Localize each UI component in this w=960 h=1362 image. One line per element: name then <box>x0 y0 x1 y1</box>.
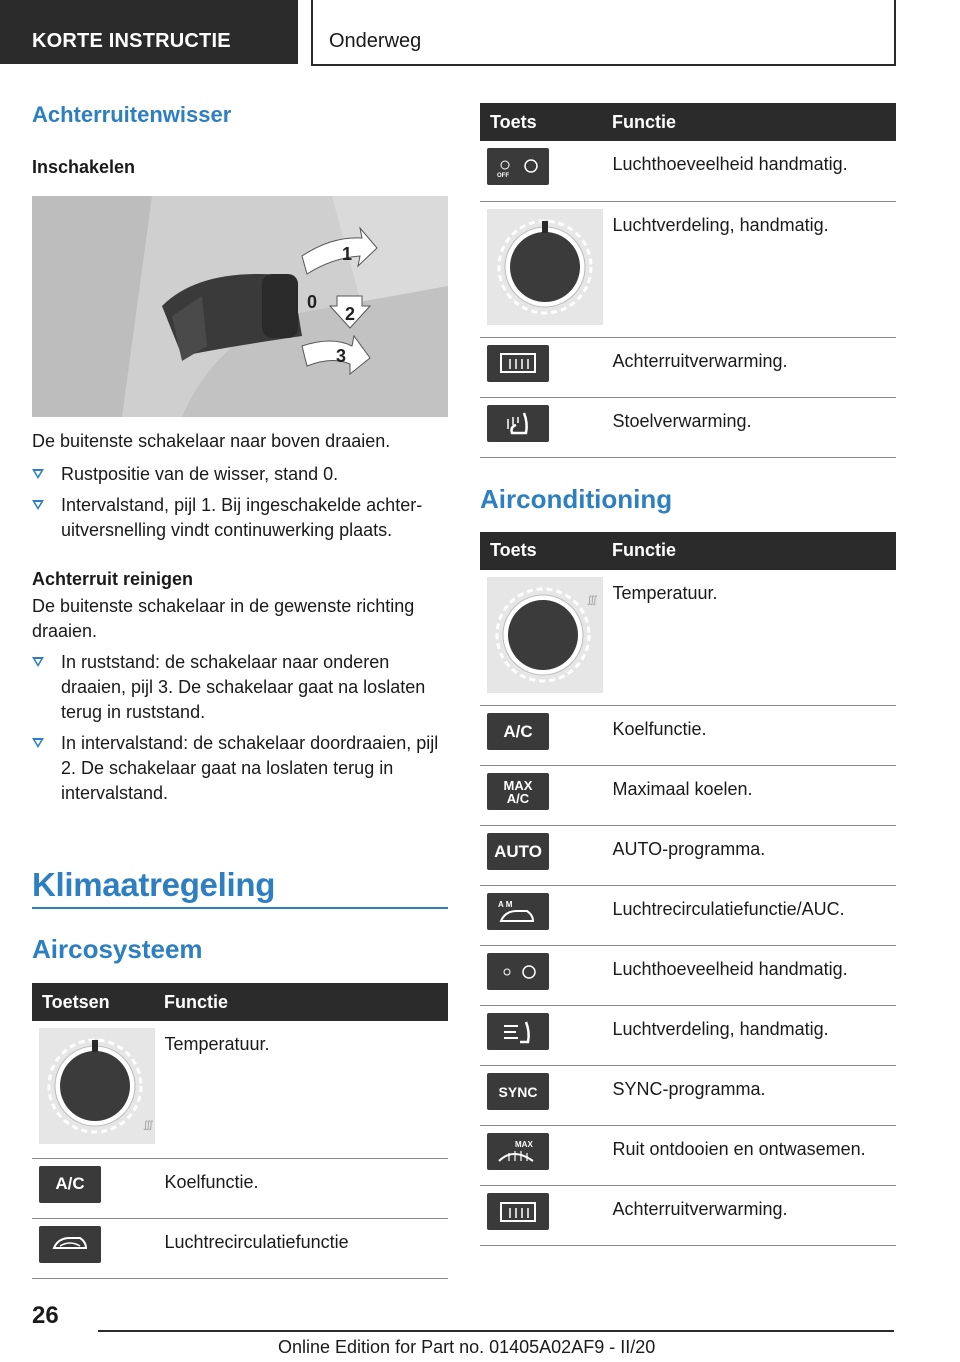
section-divider <box>32 907 448 909</box>
table-row <box>32 1218 448 1278</box>
air-distribution-icon <box>487 1013 549 1050</box>
svg-text:A M: A M <box>498 899 513 909</box>
air-distribution-dial-icon <box>487 209 603 325</box>
col-header-toets: Toetsen <box>32 983 156 1021</box>
right-column <box>480 103 896 1246</box>
table-row <box>480 946 896 1006</box>
auto-button-icon: AUTO <box>487 833 549 870</box>
svg-text:MAX: MAX <box>515 1139 533 1149</box>
aircosysteem-title: Aircosysteem <box>32 934 203 964</box>
wiper-switch-photo <box>32 196 448 417</box>
list-item: Rustpositie van de wisser, stand 0. <box>32 462 448 487</box>
table-row <box>480 201 896 337</box>
row-text: Luchtverdeling, handmatig. <box>604 201 896 337</box>
controls-table-1 <box>480 103 896 458</box>
arrow-label-2: 2 <box>345 304 356 324</box>
rear-window-heating-icon <box>487 1193 549 1230</box>
temperature-dial-icon <box>39 1028 155 1144</box>
table-row <box>32 1021 448 1158</box>
recirculation-auc-icon <box>487 893 549 930</box>
wiper-bullets-1 <box>32 462 448 543</box>
seat-heating-icon <box>487 405 549 442</box>
row-text: Luchtrecirculatiefunctie/AUC. <box>604 886 896 946</box>
svg-text:∭: ∭ <box>143 1120 154 1131</box>
triangle-bullet-icon <box>32 657 44 667</box>
col-header-toets: Toets <box>480 532 604 570</box>
row-text: Stoelverwarming. <box>604 397 896 457</box>
list-item: In ruststand: de schakelaar naar onderen draaien, pijl 3. De schakelaar gaat na loslaten terug in ruststand. <box>32 650 448 725</box>
row-text: Koelfunctie. <box>156 1158 448 1218</box>
rear-clean-subtitle: Achterruit reinigen <box>32 569 194 589</box>
row-text: AUTO-programma. <box>604 826 896 886</box>
triangle-bullet-icon <box>32 500 44 510</box>
triangle-bullet-icon <box>32 469 44 479</box>
list-item: In intervalstand: de schakelaar doordraaien, pijl 2. De schakelaar gaat na loslaten terug in intervalstand. <box>32 731 448 806</box>
table-row <box>480 397 896 457</box>
wiper-bullets-2 <box>32 650 448 806</box>
svg-text:∭: ∭ <box>587 594 598 606</box>
fan-icon <box>487 953 549 990</box>
arrow-label-3: 3 <box>336 346 347 366</box>
arrow-label-0: 0 <box>307 292 318 312</box>
row-text: Maximaal koelen. <box>604 766 896 826</box>
airconditioning-title: Airconditioning <box>480 483 673 514</box>
row-text: Luchthoeveelheid handmatig. <box>604 141 896 201</box>
table-row <box>480 766 896 826</box>
table-row <box>480 141 896 201</box>
row-text: Temperatuur. <box>604 570 896 706</box>
row-text: Luchthoeveelheid handmatig. <box>604 946 896 1006</box>
col-header-toets: Toets <box>480 103 604 141</box>
fan-off-icon <box>487 148 549 185</box>
list-item: Intervalstand, pijl 1. Bij ingeschakelde achter-uitversnelling vindt continuwerking plaats. <box>32 493 448 543</box>
arrow-label-1: 1 <box>342 244 353 264</box>
col-header-functie: Functie <box>156 983 448 1021</box>
table-row <box>480 706 896 766</box>
table-row <box>480 337 896 397</box>
row-text: Ruit ontdooien en ontwasemen. <box>604 1126 896 1186</box>
table-row <box>480 1186 896 1246</box>
left-column <box>32 102 448 812</box>
row-text: Temperatuur. <box>156 1021 448 1158</box>
chapter-tab: Onderweg <box>311 0 896 66</box>
recirculation-icon <box>39 1226 101 1263</box>
col-header-functie: Functie <box>604 532 896 570</box>
table-row <box>480 570 896 706</box>
temperature-dial-icon <box>487 577 603 693</box>
section-title-klimaat: Klimaatregeling <box>32 866 276 903</box>
table-row <box>480 826 896 886</box>
max-ac-button-icon: MAX A/C <box>487 773 549 810</box>
row-text: Koelfunctie. <box>604 706 896 766</box>
table-row <box>32 1158 448 1218</box>
ac-button-icon: A/C <box>39 1166 101 1203</box>
row-text: Luchtrecirculatiefunctie <box>156 1218 448 1278</box>
row-text: Achterruitverwarming. <box>604 337 896 397</box>
rear-clean-intro: De buitenste schakelaar in de gewenste richting draaien. <box>32 596 415 641</box>
table-row <box>480 1126 896 1186</box>
row-text: SYNC-programma. <box>604 1066 896 1126</box>
footer-divider <box>98 1330 894 1332</box>
section-tab: KORTE INSTRUCTIE <box>0 0 298 64</box>
triangle-bullet-icon <box>32 738 44 748</box>
controls-table-2 <box>480 532 896 1247</box>
col-header-functie: Functie <box>604 103 896 141</box>
max-defrost-icon <box>487 1133 549 1170</box>
edition-text: Online Edition for Part no. 01405A02AF9 - II/20 <box>278 1337 656 1357</box>
aircosysteem-table-wrap <box>32 983 448 1279</box>
rear-window-heating-icon <box>487 345 549 382</box>
wiper-title: Achterruitenwisser <box>32 102 232 127</box>
row-text: Achterruitverwarming. <box>604 1186 896 1246</box>
table-row <box>480 1066 896 1126</box>
sync-button-icon: SYNC <box>487 1073 549 1110</box>
wiper-subtitle: Inschakelen <box>32 157 136 177</box>
svg-text:OFF: OFF <box>497 172 509 179</box>
table-row <box>480 886 896 946</box>
ac-button-icon: A/C <box>487 713 549 750</box>
wiper-intro: De buitenste schakelaar naar boven draaien. <box>32 431 391 451</box>
aircosysteem-table <box>32 983 448 1279</box>
page-number: 26 <box>32 1302 59 1329</box>
row-text: Luchtverdeling, handmatig. <box>604 1006 896 1066</box>
table-row <box>480 1006 896 1066</box>
